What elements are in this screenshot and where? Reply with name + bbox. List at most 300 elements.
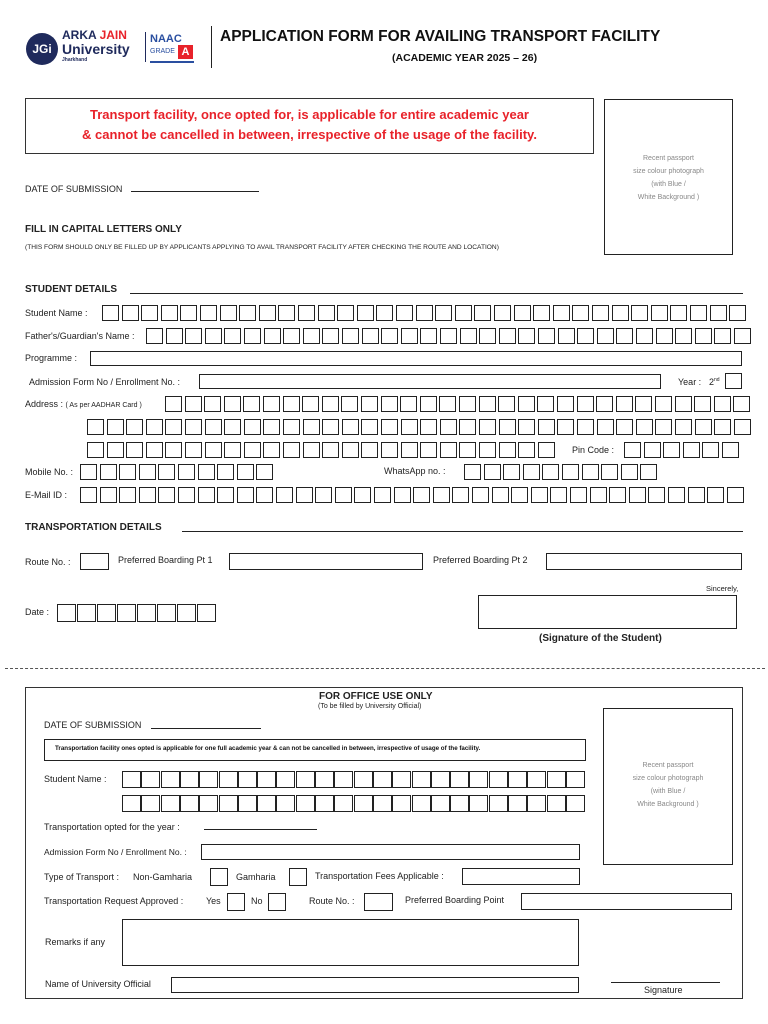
- char-cell[interactable]: [557, 396, 574, 412]
- official-signature-label: Signature: [644, 985, 683, 995]
- char-cell[interactable]: [335, 487, 352, 503]
- char-cell[interactable]: [157, 604, 176, 622]
- char-cell[interactable]: [315, 487, 332, 503]
- char-cell[interactable]: [479, 419, 496, 435]
- char-cell[interactable]: [577, 328, 594, 344]
- approved-no-checkbox[interactable]: [268, 893, 286, 911]
- char-cell[interactable]: [503, 464, 520, 480]
- char-cell[interactable]: [263, 396, 280, 412]
- year-checkbox[interactable]: [725, 373, 742, 389]
- char-cell[interactable]: [376, 305, 393, 321]
- char-cell[interactable]: [217, 464, 234, 480]
- char-cell[interactable]: [224, 419, 241, 435]
- non-gamharia-checkbox[interactable]: [210, 868, 228, 886]
- char-cell[interactable]: [518, 442, 535, 458]
- char-cell[interactable]: [566, 795, 585, 812]
- char-cell[interactable]: [180, 795, 199, 812]
- char-cell[interactable]: [303, 442, 320, 458]
- char-cell[interactable]: [590, 487, 607, 503]
- char-cell[interactable]: [296, 487, 313, 503]
- char-cell[interactable]: [263, 442, 280, 458]
- char-cell[interactable]: [77, 604, 96, 622]
- char-cell[interactable]: [518, 328, 535, 344]
- char-cell[interactable]: [381, 328, 398, 344]
- approved-no-label: No: [251, 896, 263, 906]
- char-cell[interactable]: [469, 795, 488, 812]
- char-cell[interactable]: [450, 771, 469, 788]
- char-cell[interactable]: [401, 442, 418, 458]
- char-cell[interactable]: [161, 795, 180, 812]
- char-cell[interactable]: [298, 305, 315, 321]
- char-cell[interactable]: [302, 396, 319, 412]
- office-year-field[interactable]: [204, 829, 317, 830]
- char-cell[interactable]: [572, 305, 589, 321]
- char-cell[interactable]: [695, 419, 712, 435]
- char-cell[interactable]: [494, 305, 511, 321]
- char-cell[interactable]: [636, 419, 653, 435]
- char-cell[interactable]: [401, 328, 418, 344]
- char-cell[interactable]: [648, 487, 665, 503]
- office-photo-box[interactable]: [603, 708, 733, 865]
- char-cell[interactable]: [237, 464, 254, 480]
- student-signature-field[interactable]: [478, 595, 737, 629]
- char-cell[interactable]: [107, 419, 124, 435]
- char-cell[interactable]: [361, 396, 378, 412]
- char-cell[interactable]: [341, 396, 358, 412]
- char-cell[interactable]: [690, 305, 707, 321]
- char-cell[interactable]: [538, 328, 555, 344]
- char-cell[interactable]: [146, 419, 163, 435]
- boarding-point2-field[interactable]: [546, 553, 742, 570]
- char-cell[interactable]: [714, 396, 731, 412]
- char-cell[interactable]: [362, 328, 379, 344]
- char-cell[interactable]: [220, 305, 237, 321]
- char-cell[interactable]: [256, 487, 273, 503]
- char-cell[interactable]: [392, 795, 411, 812]
- char-cell[interactable]: [670, 305, 687, 321]
- char-cell[interactable]: [694, 396, 711, 412]
- char-cell[interactable]: [508, 771, 527, 788]
- char-cell[interactable]: [734, 328, 751, 344]
- gamharia-checkbox[interactable]: [289, 868, 307, 886]
- char-cell[interactable]: [257, 795, 276, 812]
- char-cell[interactable]: [577, 396, 594, 412]
- char-cell[interactable]: [361, 442, 378, 458]
- char-cell[interactable]: [435, 305, 452, 321]
- char-cell[interactable]: [244, 442, 261, 458]
- char-cell[interactable]: [420, 396, 437, 412]
- char-cell[interactable]: [734, 419, 751, 435]
- char-cell[interactable]: [264, 328, 281, 344]
- char-cell[interactable]: [440, 328, 457, 344]
- char-cell[interactable]: [612, 305, 629, 321]
- char-cell[interactable]: [244, 328, 261, 344]
- char-cell[interactable]: [199, 795, 218, 812]
- char-cell[interactable]: [558, 328, 575, 344]
- char-cell[interactable]: [158, 464, 175, 480]
- char-cell[interactable]: [161, 771, 180, 788]
- char-cell[interactable]: [219, 771, 238, 788]
- char-cell[interactable]: [219, 795, 238, 812]
- char-cell[interactable]: [489, 771, 508, 788]
- char-cell[interactable]: [239, 305, 256, 321]
- char-cell[interactable]: [354, 795, 373, 812]
- char-cell[interactable]: [557, 419, 574, 435]
- char-cell[interactable]: [257, 771, 276, 788]
- office-submission-date-field[interactable]: [151, 728, 261, 729]
- char-cell[interactable]: [508, 795, 527, 812]
- char-cell[interactable]: [122, 305, 139, 321]
- office-notice-box: [44, 739, 586, 761]
- char-cell[interactable]: [683, 442, 700, 458]
- char-cell[interactable]: [394, 487, 411, 503]
- office-year-label: Transportation opted for the year :: [44, 822, 180, 832]
- char-cell[interactable]: [322, 442, 339, 458]
- char-cell[interactable]: [334, 771, 353, 788]
- boarding-point1-field[interactable]: [229, 553, 423, 570]
- char-cell[interactable]: [197, 604, 216, 622]
- char-cell[interactable]: [597, 328, 614, 344]
- char-cell[interactable]: [342, 442, 359, 458]
- char-cell[interactable]: [243, 396, 260, 412]
- char-cell[interactable]: [80, 464, 97, 480]
- char-cell[interactable]: [315, 795, 334, 812]
- char-cell[interactable]: [238, 771, 257, 788]
- char-cell[interactable]: [198, 464, 215, 480]
- office-route-field[interactable]: [364, 893, 393, 911]
- char-cell[interactable]: [180, 305, 197, 321]
- char-cell[interactable]: [180, 771, 199, 788]
- char-cell[interactable]: [489, 795, 508, 812]
- char-cell[interactable]: [122, 795, 141, 812]
- char-cell[interactable]: [80, 487, 97, 503]
- char-cell[interactable]: [635, 396, 652, 412]
- char-cell[interactable]: [455, 305, 472, 321]
- char-cell[interactable]: [141, 795, 160, 812]
- char-cell[interactable]: [205, 442, 222, 458]
- char-cell[interactable]: [146, 328, 163, 344]
- char-cell[interactable]: [303, 328, 320, 344]
- char-cell[interactable]: [484, 464, 501, 480]
- char-cell[interactable]: [283, 328, 300, 344]
- char-cell[interactable]: [550, 487, 567, 503]
- char-cell[interactable]: [354, 771, 373, 788]
- char-cell[interactable]: [533, 305, 550, 321]
- char-cell[interactable]: [562, 464, 579, 480]
- char-cell[interactable]: [401, 419, 418, 435]
- char-cell[interactable]: [469, 771, 488, 788]
- office-admission-field[interactable]: [201, 844, 580, 860]
- char-cell[interactable]: [547, 771, 566, 788]
- char-cell[interactable]: [119, 464, 136, 480]
- char-cell[interactable]: [200, 305, 217, 321]
- char-cell[interactable]: [158, 487, 175, 503]
- char-cell[interactable]: [119, 487, 136, 503]
- char-cell[interactable]: [117, 604, 136, 622]
- char-cell[interactable]: [165, 396, 182, 412]
- char-cell[interactable]: [656, 328, 673, 344]
- char-cell[interactable]: [440, 442, 457, 458]
- char-cell[interactable]: [199, 771, 218, 788]
- char-cell[interactable]: [523, 464, 540, 480]
- char-cell[interactable]: [651, 305, 668, 321]
- char-cell[interactable]: [420, 328, 437, 344]
- char-cell[interactable]: [361, 419, 378, 435]
- char-cell[interactable]: [185, 419, 202, 435]
- char-cell[interactable]: [553, 305, 570, 321]
- char-cell[interactable]: [479, 442, 496, 458]
- char-cell[interactable]: [204, 396, 221, 412]
- char-cell[interactable]: [460, 328, 477, 344]
- char-cell[interactable]: [609, 487, 626, 503]
- char-cell[interactable]: [374, 487, 391, 503]
- char-cell[interactable]: [276, 795, 295, 812]
- char-cell[interactable]: [57, 604, 76, 622]
- char-cell[interactable]: [337, 305, 354, 321]
- char-cell[interactable]: [570, 487, 587, 503]
- char-cell[interactable]: [459, 442, 476, 458]
- char-cell[interactable]: [373, 771, 392, 788]
- char-cell[interactable]: [547, 795, 566, 812]
- char-cell[interactable]: [474, 305, 491, 321]
- char-cell[interactable]: [278, 305, 295, 321]
- char-cell[interactable]: [100, 487, 117, 503]
- char-cell[interactable]: [97, 604, 116, 622]
- char-cell[interactable]: [412, 795, 431, 812]
- char-cell[interactable]: [621, 464, 638, 480]
- char-cell[interactable]: [527, 771, 546, 788]
- header-divider: [211, 26, 212, 68]
- char-cell[interactable]: [139, 487, 156, 503]
- char-cell[interactable]: [381, 396, 398, 412]
- jgi-logo-text: JGi: [32, 42, 52, 56]
- char-cell[interactable]: [283, 419, 300, 435]
- char-cell[interactable]: [322, 396, 339, 412]
- char-cell[interactable]: [102, 305, 119, 321]
- char-cell[interactable]: [315, 771, 334, 788]
- char-cell[interactable]: [733, 396, 750, 412]
- char-cell[interactable]: [141, 771, 160, 788]
- char-cell[interactable]: [224, 396, 241, 412]
- char-cell[interactable]: [640, 464, 657, 480]
- char-cell[interactable]: [283, 396, 300, 412]
- char-cell[interactable]: [126, 442, 143, 458]
- char-cell[interactable]: [472, 487, 489, 503]
- char-cell[interactable]: [675, 419, 692, 435]
- char-cell[interactable]: [107, 442, 124, 458]
- char-cell[interactable]: [616, 419, 633, 435]
- char-cell[interactable]: [577, 419, 594, 435]
- logo-university: University: [62, 41, 130, 57]
- char-cell[interactable]: [303, 419, 320, 435]
- char-cell[interactable]: [518, 419, 535, 435]
- fees-applicable-field[interactable]: [462, 868, 580, 885]
- char-cell[interactable]: [165, 442, 182, 458]
- char-cell[interactable]: [396, 305, 413, 321]
- char-cell[interactable]: [624, 442, 641, 458]
- char-cell[interactable]: [499, 442, 516, 458]
- programme-field[interactable]: [90, 351, 742, 366]
- char-cell[interactable]: [185, 442, 202, 458]
- char-cell[interactable]: [514, 305, 531, 321]
- char-cell[interactable]: [675, 328, 692, 344]
- approved-yes-checkbox[interactable]: [227, 893, 245, 911]
- char-cell[interactable]: [655, 396, 672, 412]
- char-cell[interactable]: [100, 464, 117, 480]
- submission-date-field[interactable]: [131, 191, 259, 192]
- char-cell[interactable]: [238, 795, 257, 812]
- char-cell[interactable]: [185, 328, 202, 344]
- char-cell[interactable]: [714, 419, 731, 435]
- admission-number-field[interactable]: [199, 374, 661, 389]
- char-cell[interactable]: [263, 419, 280, 435]
- char-cell[interactable]: [707, 487, 724, 503]
- char-cell[interactable]: [122, 771, 141, 788]
- photo-box[interactable]: [604, 99, 733, 255]
- char-cell[interactable]: [479, 328, 496, 344]
- char-cell[interactable]: [139, 464, 156, 480]
- char-cell[interactable]: [322, 328, 339, 344]
- char-cell[interactable]: [198, 487, 215, 503]
- char-cell[interactable]: [413, 487, 430, 503]
- char-cell[interactable]: [178, 487, 195, 503]
- char-cell[interactable]: [663, 442, 680, 458]
- char-cell[interactable]: [224, 442, 241, 458]
- char-cell[interactable]: [259, 305, 276, 321]
- char-cell[interactable]: [237, 487, 254, 503]
- char-cell[interactable]: [498, 396, 515, 412]
- char-cell[interactable]: [714, 328, 731, 344]
- char-cell[interactable]: [342, 328, 359, 344]
- char-cell[interactable]: [137, 604, 156, 622]
- char-cell[interactable]: [185, 396, 202, 412]
- char-cell[interactable]: [566, 771, 585, 788]
- char-cell[interactable]: [244, 419, 261, 435]
- char-cell[interactable]: [592, 305, 609, 321]
- char-cell[interactable]: [87, 419, 104, 435]
- char-cell[interactable]: [400, 396, 417, 412]
- char-cell[interactable]: [702, 442, 719, 458]
- char-cell[interactable]: [597, 419, 614, 435]
- char-cell[interactable]: [296, 795, 315, 812]
- char-cell[interactable]: [511, 487, 528, 503]
- char-cell[interactable]: [459, 396, 476, 412]
- char-cell[interactable]: [354, 487, 371, 503]
- char-cell[interactable]: [668, 487, 685, 503]
- char-cell[interactable]: [392, 771, 411, 788]
- char-cell[interactable]: [479, 396, 496, 412]
- char-cell[interactable]: [431, 771, 450, 788]
- cut-line-divider: [5, 668, 765, 669]
- char-cell[interactable]: [412, 771, 431, 788]
- char-cell[interactable]: [141, 305, 158, 321]
- char-cell[interactable]: [644, 442, 661, 458]
- char-cell[interactable]: [416, 305, 433, 321]
- char-cell[interactable]: [636, 328, 653, 344]
- office-boarding-field[interactable]: [521, 893, 732, 910]
- char-cell[interactable]: [655, 419, 672, 435]
- char-cell[interactable]: [459, 419, 476, 435]
- char-cell[interactable]: [126, 419, 143, 435]
- char-cell[interactable]: [542, 464, 559, 480]
- char-cell[interactable]: [177, 604, 196, 622]
- char-cell[interactable]: [727, 487, 744, 503]
- char-cell[interactable]: [318, 305, 335, 321]
- char-cell[interactable]: [450, 795, 469, 812]
- char-cell[interactable]: [538, 419, 555, 435]
- char-cell[interactable]: [373, 795, 392, 812]
- char-cell[interactable]: [224, 328, 241, 344]
- char-cell[interactable]: [518, 396, 535, 412]
- char-cell[interactable]: [596, 396, 613, 412]
- char-cell[interactable]: [381, 442, 398, 458]
- char-cell[interactable]: [276, 771, 295, 788]
- char-cell[interactable]: [440, 419, 457, 435]
- char-cell[interactable]: [217, 487, 234, 503]
- char-cell[interactable]: [464, 464, 481, 480]
- route-number-field[interactable]: [80, 553, 109, 570]
- char-cell[interactable]: [205, 328, 222, 344]
- char-cell[interactable]: [342, 419, 359, 435]
- char-cell[interactable]: [616, 328, 633, 344]
- char-cell[interactable]: [431, 795, 450, 812]
- office-admission-label: Admission Form No / Enrollment No. :: [44, 847, 187, 857]
- char-cell[interactable]: [675, 396, 692, 412]
- char-cell[interactable]: [322, 419, 339, 435]
- char-cell[interactable]: [420, 442, 437, 458]
- char-cell[interactable]: [87, 442, 104, 458]
- char-cell[interactable]: [695, 328, 712, 344]
- char-cell[interactable]: [161, 305, 178, 321]
- char-cell[interactable]: [616, 396, 633, 412]
- char-cell[interactable]: [276, 487, 293, 503]
- char-cell[interactable]: [582, 464, 599, 480]
- remarks-field[interactable]: [122, 919, 579, 966]
- official-name-field[interactable]: [171, 977, 579, 993]
- char-cell[interactable]: [710, 305, 727, 321]
- char-cell[interactable]: [357, 305, 374, 321]
- official-signature-line[interactable]: [611, 982, 720, 983]
- char-cell[interactable]: [601, 464, 618, 480]
- char-cell[interactable]: [439, 396, 456, 412]
- char-cell[interactable]: [146, 442, 163, 458]
- char-cell[interactable]: [722, 442, 739, 458]
- char-cell[interactable]: [381, 419, 398, 435]
- char-cell[interactable]: [631, 305, 648, 321]
- char-cell[interactable]: [433, 487, 450, 503]
- char-cell[interactable]: [283, 442, 300, 458]
- char-cell[interactable]: [499, 419, 516, 435]
- char-cell[interactable]: [492, 487, 509, 503]
- char-cell[interactable]: [531, 487, 548, 503]
- char-cell[interactable]: [256, 464, 273, 480]
- char-cell[interactable]: [688, 487, 705, 503]
- char-cell[interactable]: [334, 795, 353, 812]
- char-cell[interactable]: [165, 419, 182, 435]
- char-cell[interactable]: [452, 487, 469, 503]
- char-cell[interactable]: [729, 305, 746, 321]
- char-cell[interactable]: [420, 419, 437, 435]
- char-cell[interactable]: [499, 328, 516, 344]
- char-cell[interactable]: [205, 419, 222, 435]
- char-cell[interactable]: [527, 795, 546, 812]
- char-cell[interactable]: [166, 328, 183, 344]
- char-cell[interactable]: [538, 442, 555, 458]
- char-cell[interactable]: [296, 771, 315, 788]
- char-cell[interactable]: [178, 464, 195, 480]
- char-cell[interactable]: [537, 396, 554, 412]
- char-cell[interactable]: [629, 487, 646, 503]
